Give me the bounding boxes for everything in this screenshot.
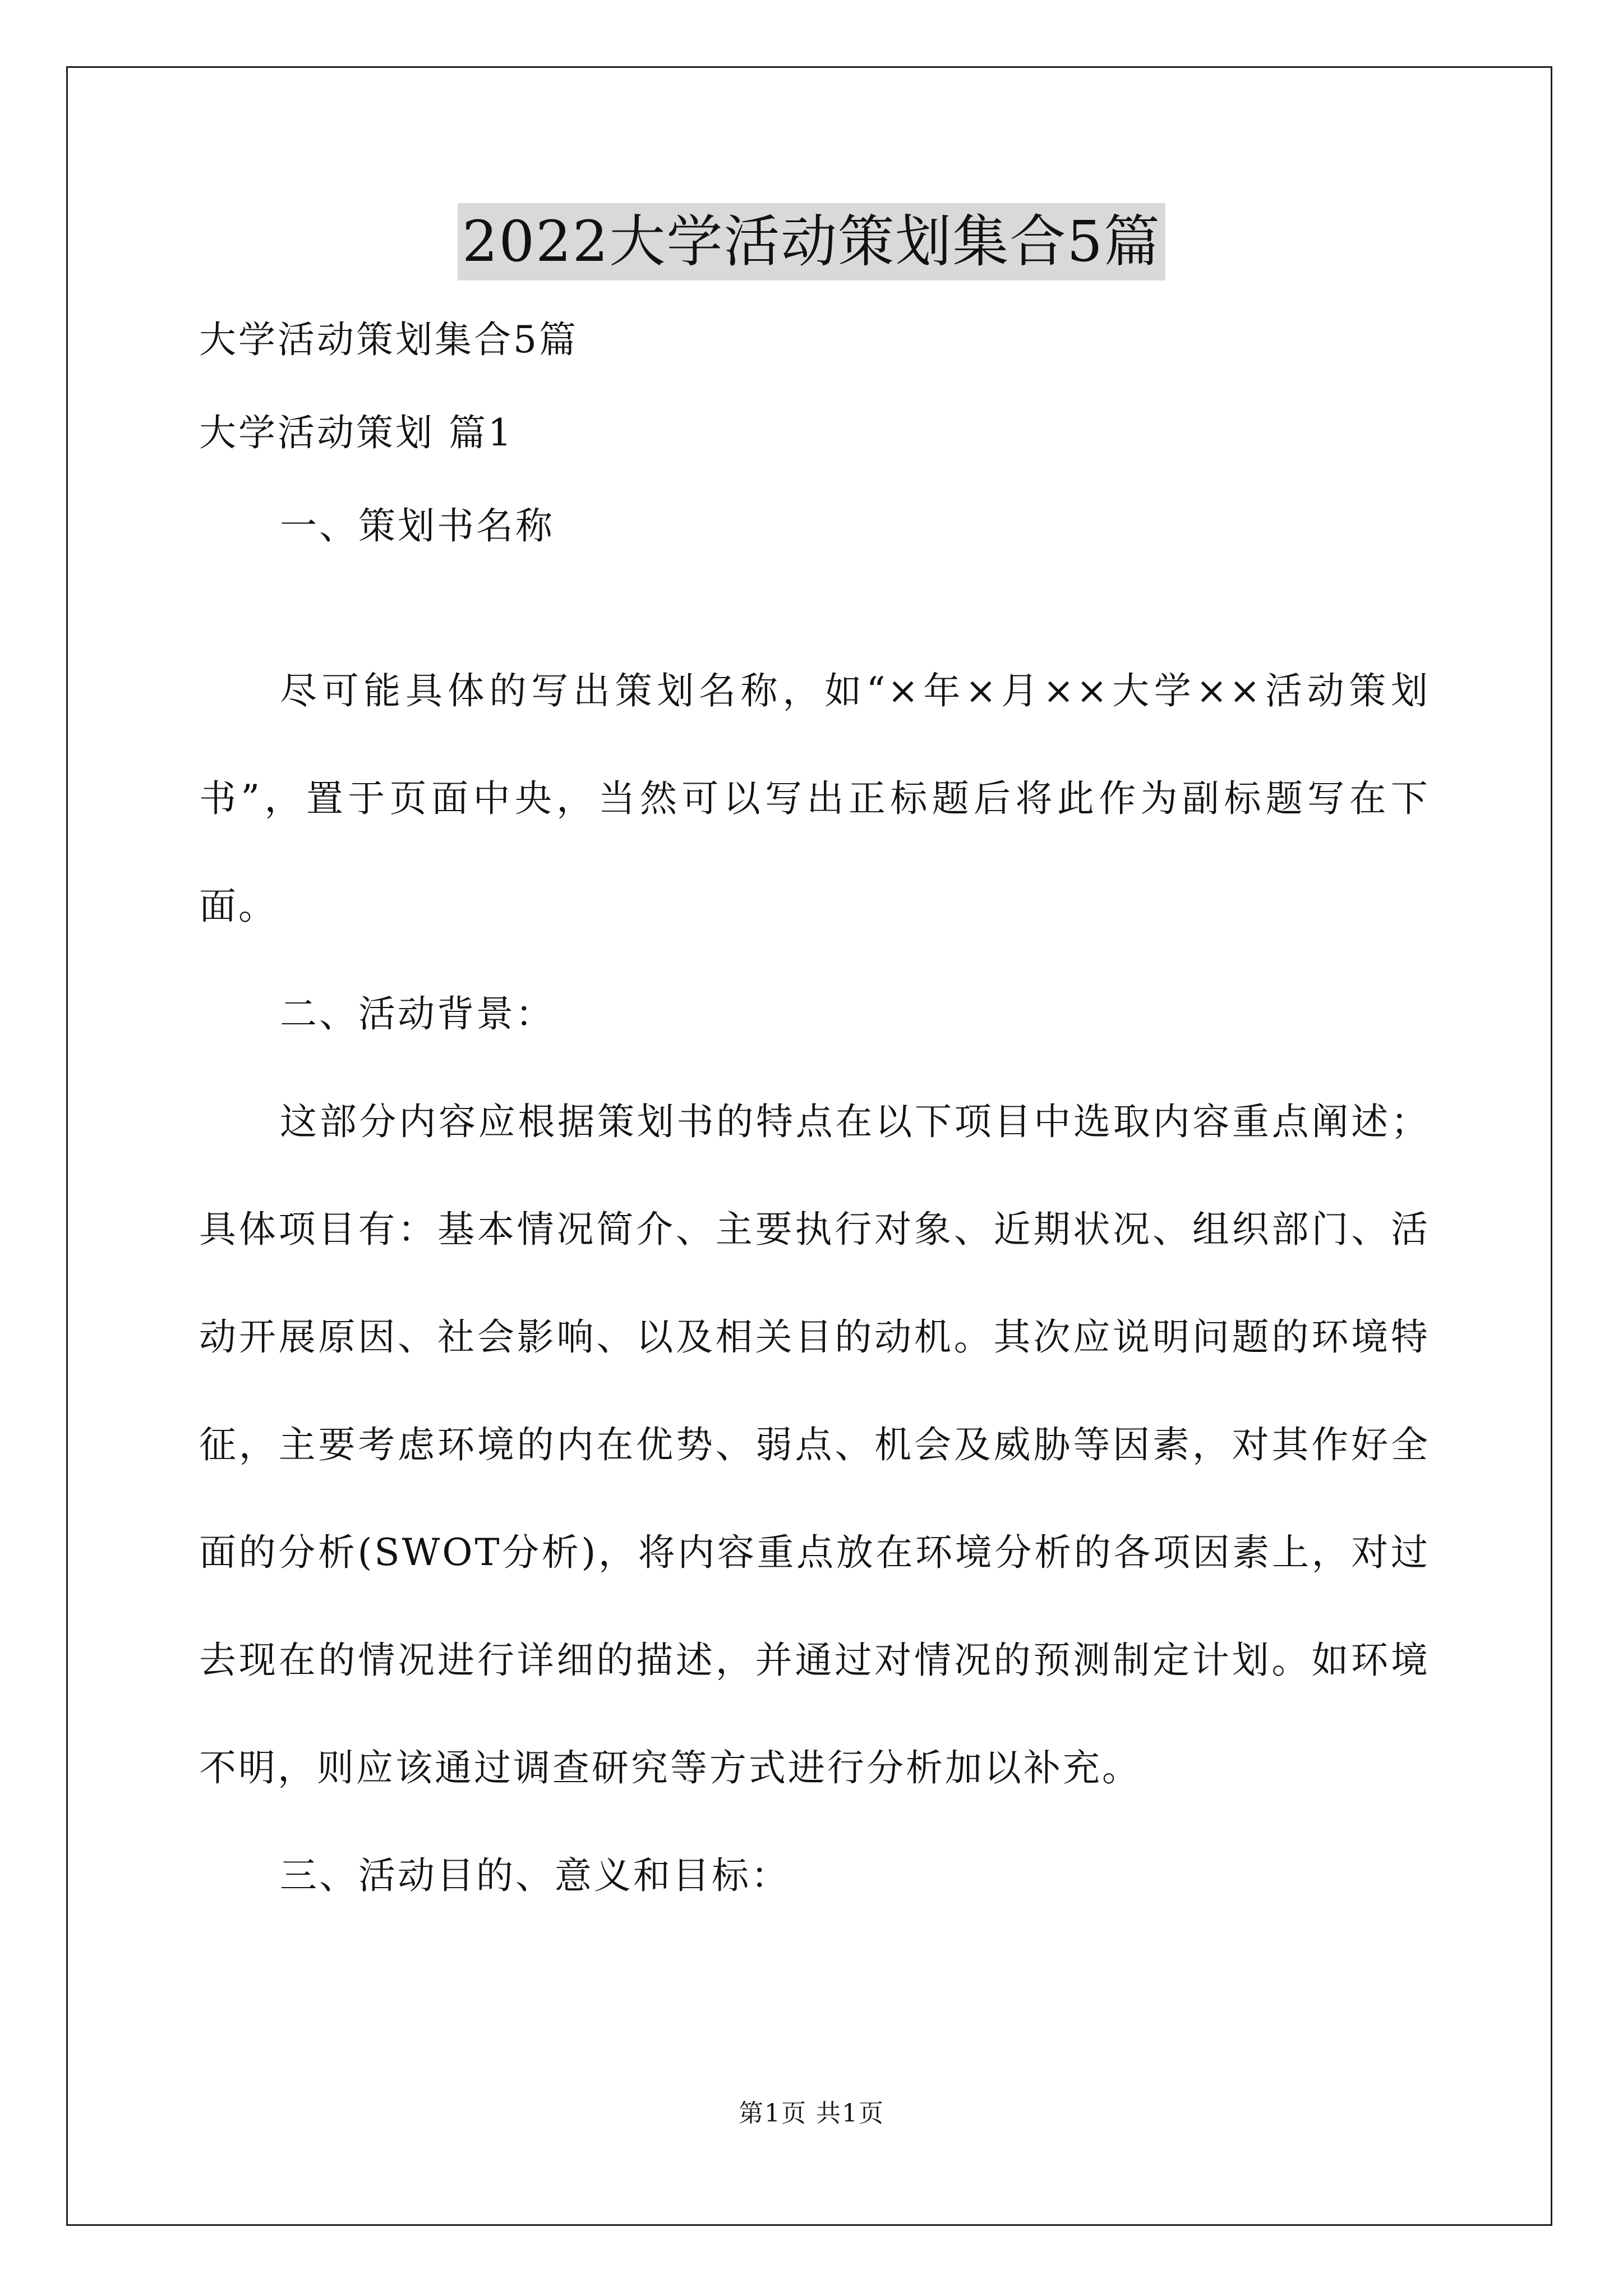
- heading-activity-purpose: 三、活动目的、意义和目标：: [280, 1854, 790, 1897]
- document-title: 2022大学活动策划集合5篇: [458, 203, 1165, 280]
- paragraph-activity-background: 这部分内容应根据策划书的特点在以下项目中选取内容重点阐述；具体项目有：基本情况简介、主要执行对象、近期状况、组织部门、活动开展原因、社会影响、以及相关目的动机。其次应说明问题的环境特征，主要考虑环境的内在优势、弱点、机会及威胁等因素，对其作好全面的分析(SWOT分析)，将内容重点放在环境分析的各项因素上，对过去现在的情况进行详细的描述，并通过对情况的预测制定计划。如环境不明，则应该通过调查研究等方式进行分析加以补充。: [199, 1100, 1430, 1789]
- heading-strategy-name: 一、策划书名称: [280, 504, 555, 547]
- document-body: [199, 314, 1430, 1930]
- paragraph-strategy-name: 尽可能具体的写出策划名称，如“×年×月××大学××活动策划书”，置于页面中央，当然可以写出正标题后将此作为副标题写在下面。: [199, 669, 1430, 928]
- heading-activity-background: 二、活动背景：: [280, 992, 555, 1036]
- section-heading: 大学活动策划 篇1: [199, 411, 514, 454]
- document-subtitle: 大学活动策划集合5篇: [199, 318, 578, 361]
- title-container: [0, 203, 1623, 280]
- page-footer: 第1页 共1页: [739, 2099, 884, 2128]
